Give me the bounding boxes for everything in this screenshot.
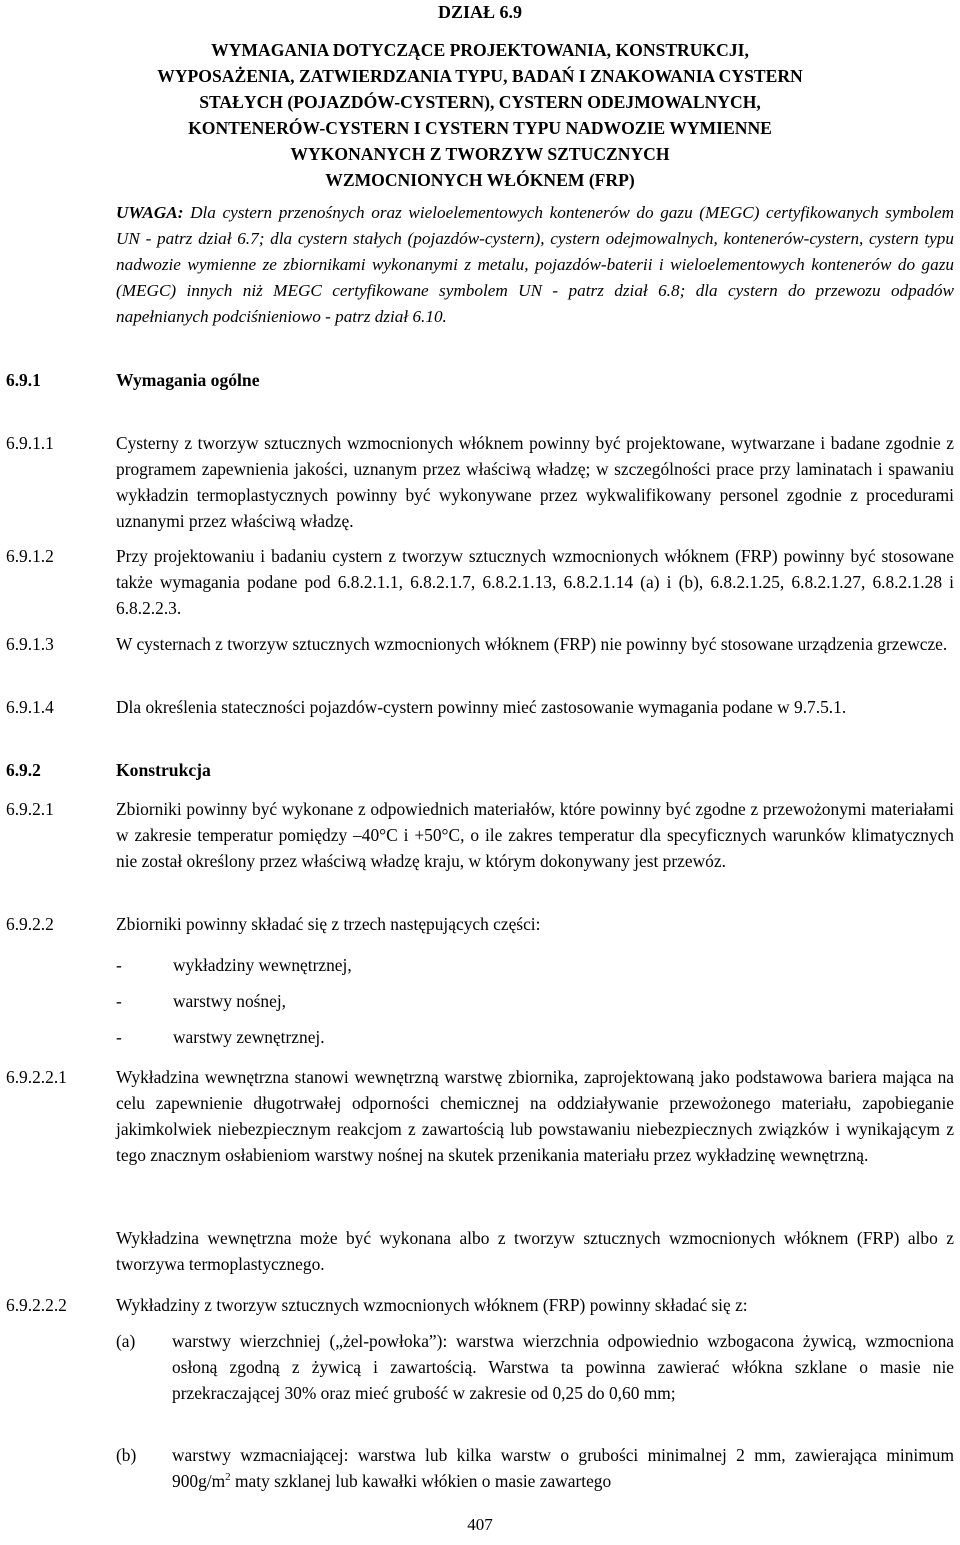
paragraph-text: Zbiorniki powinny składać się z trzech następujących części: bbox=[116, 914, 541, 934]
paragraph-text: Zbiorniki powinny być wykonane z odpowiednich materiałów, które powinny być zgodne z przewożonymi materiałami w zakresie temperatur pomiędzy –40°C i +50°C, o ile zakres temperatur dla specyficznych warunków klimatycznych nie został określony przez właściwą władzę kraju, w którym dokonywany jest przewóz. bbox=[116, 799, 954, 871]
sub-item-text: warstwy wierzchniej („żel-powłoka”): warstwa wierzchnia odpowiednio wzbogacona żywicą, wzmocniona osłoną zgodną z żywicą i zawartością. Warstwa ta powinna zawierać włókna szklane o masie nie przekraczającej 30% oraz mieć grubość w zakresie od 0,25 do 0,60 mm; bbox=[172, 1331, 954, 1403]
superscript: 2 bbox=[225, 1471, 231, 1484]
list-item bbox=[116, 952, 352, 978]
paragraph-text: Cysterny z tworzyw sztucznych wzmocnionych włóknem powinny być projektowane, wytwarzane i badane zgodnie z programem zapewnienia jakości, uznanym przez właściwą władzę; w szczególności prace przy laminatach i spawaniu wykładzin termoplastycznych powinny być wykonywane przez wykwalifikowany personel zgodnie z procedurami uznanymi przez właściwą władzę. bbox=[116, 433, 954, 531]
list-dash: - bbox=[116, 1027, 122, 1047]
sub-item-text bbox=[172, 1442, 954, 1494]
paragraph-text: Wykładzina wewnętrzna stanowi wewnętrzną warstwę zbiornika, zaprojektowaną jako podstawowa bariera mająca na celu zapewnienie długotrwałej odporności chemicznej na oddziaływanie przewożonego materiału, zapobieganie jakimkolwiek niebezpiecznym reakcjom z zawartością lub powstawaniu niebezpiecznych związków i wynikającym z tego znacznym osłabieniom warstwy nośnej na skutek przenikania materiału przez wykładzinę wewnętrzną. bbox=[116, 1067, 954, 1165]
paragraph-number: 6.9.2.2.1 bbox=[6, 1067, 67, 1087]
sub-item-b bbox=[116, 1442, 954, 1494]
list-item-label: warstwy nośnej, bbox=[173, 991, 287, 1011]
section-number: 6.9.2 bbox=[6, 760, 41, 780]
sub-item-marker: (b) bbox=[116, 1445, 137, 1465]
list-dash: - bbox=[116, 991, 122, 1011]
note-block bbox=[116, 200, 954, 330]
note-text: Dla cystern przenośnych oraz wieloelementowych kontenerów do gazu (MEGC) certyfikowanych symbolem UN - patrz dział 6.7; dla cystern stałych (pojazdów-cystern), cystern odejmowalnych, kontenerów-cystern, cystern typu nadwozie wymienne ze zbiornikami wykonanymi z metalu, pojazdów-baterii i wieloelementowych kontenerów do gazu (MEGC) innych niż MEGC certyfikowane symbolem UN - patrz dział 6.8; dla cystern do przewozu odpadów napełnianych podciśnieniowo - patrz dział 6.10. bbox=[116, 203, 954, 326]
paragraph-text: Wykładzina wewnętrzna może być wykonana albo z tworzyw sztucznych wzmocnionych włóknem (FRP) albo z tworzywa termoplastycznego. bbox=[116, 1228, 954, 1274]
paragraph-number: 6.9.2.2 bbox=[6, 914, 54, 934]
paragraph-number: 6.9.1.3 bbox=[6, 634, 54, 654]
paragraph-number: 6.9.1.1 bbox=[6, 433, 54, 453]
paragraph-number: 6.9.1.2 bbox=[6, 546, 54, 566]
paragraph-number: 6.9.1.4 bbox=[6, 697, 54, 717]
list-dash: - bbox=[116, 955, 122, 975]
sub-item-text-part: maty szklanej lub kawałki włókien o masie zawartego bbox=[230, 1471, 612, 1491]
title-line: WYMAGANIA DOTYCZĄCE PROJEKTOWANIA, KONSTRUKCJI, bbox=[211, 40, 749, 60]
sub-item-a bbox=[116, 1328, 954, 1406]
paragraph-number: 6.9.2.1 bbox=[6, 799, 54, 819]
chapter-label: DZIAŁ 6.9 bbox=[437, 2, 522, 22]
chapter-title bbox=[60, 37, 900, 193]
paragraph-number: 6.9.2.2.2 bbox=[6, 1295, 67, 1315]
section-number: 6.9.1 bbox=[6, 370, 41, 390]
title-line: STAŁYCH (POJAZDÓW-CYSTERN), CYSTERN ODEJMOWALNYCH, bbox=[199, 92, 761, 112]
list-item bbox=[116, 1024, 325, 1050]
sub-item-text-part: warstwy wzmacniającej: warstwa lub kilka warstw o grubości minimalnej 2 mm, zawierająca minimum 900g/m bbox=[172, 1445, 954, 1491]
section-heading: Konstrukcja bbox=[116, 760, 211, 780]
sub-item-marker: (a) bbox=[116, 1331, 136, 1351]
list-item bbox=[116, 988, 286, 1014]
paragraph-text: Wykładziny z tworzyw sztucznych wzmocnionych włóknem (FRP) powinny składać się z: bbox=[116, 1295, 748, 1315]
paragraph-text: Dla określenia stateczności pojazdów-cystern powinny mieć zastosowanie wymagania podane w 9.7.5.1. bbox=[116, 697, 847, 717]
note-label: UWAGA: bbox=[116, 203, 184, 222]
paragraph-text: W cysternach z tworzyw sztucznych wzmocnionych włóknem (FRP) nie powinny być stosowane urządzenia grzewcze. bbox=[116, 634, 948, 654]
title-line: WYKONANYCH Z TWORZYW SZTUCZNYCH bbox=[290, 144, 670, 164]
title-line: WZMOCNIONYCH WŁÓKNEM (FRP) bbox=[325, 170, 635, 190]
list-item-label: wykładziny wewnętrznej, bbox=[173, 955, 352, 975]
title-line: KONTENERÓW-CYSTERN I CYSTERN TYPU NADWOZIE WYMIENNE bbox=[188, 118, 772, 138]
title-line: WYPOSAŻENIA, ZATWIERDZANIA TYPU, BADAŃ I ZNAKOWANIA CYSTERN bbox=[157, 66, 803, 86]
paragraph-text: Przy projektowaniu i badaniu cystern z tworzyw sztucznych wzmocnionych włóknem (FRP) powinny być stosowane także wymagania podane pod 6.8.2.1.1, 6.8.2.1.7, 6.8.2.1.13, 6.8.2.1.14 (a) i (b), 6.8.2.1.25, 6.8.2.1.27, 6.8.2.1.28 i 6.8.2.2.3. bbox=[116, 546, 954, 618]
list-item-label: warstwy zewnętrznej. bbox=[173, 1027, 325, 1047]
section-heading: Wymagania ogólne bbox=[116, 370, 260, 390]
page-number: 407 bbox=[467, 1515, 493, 1534]
